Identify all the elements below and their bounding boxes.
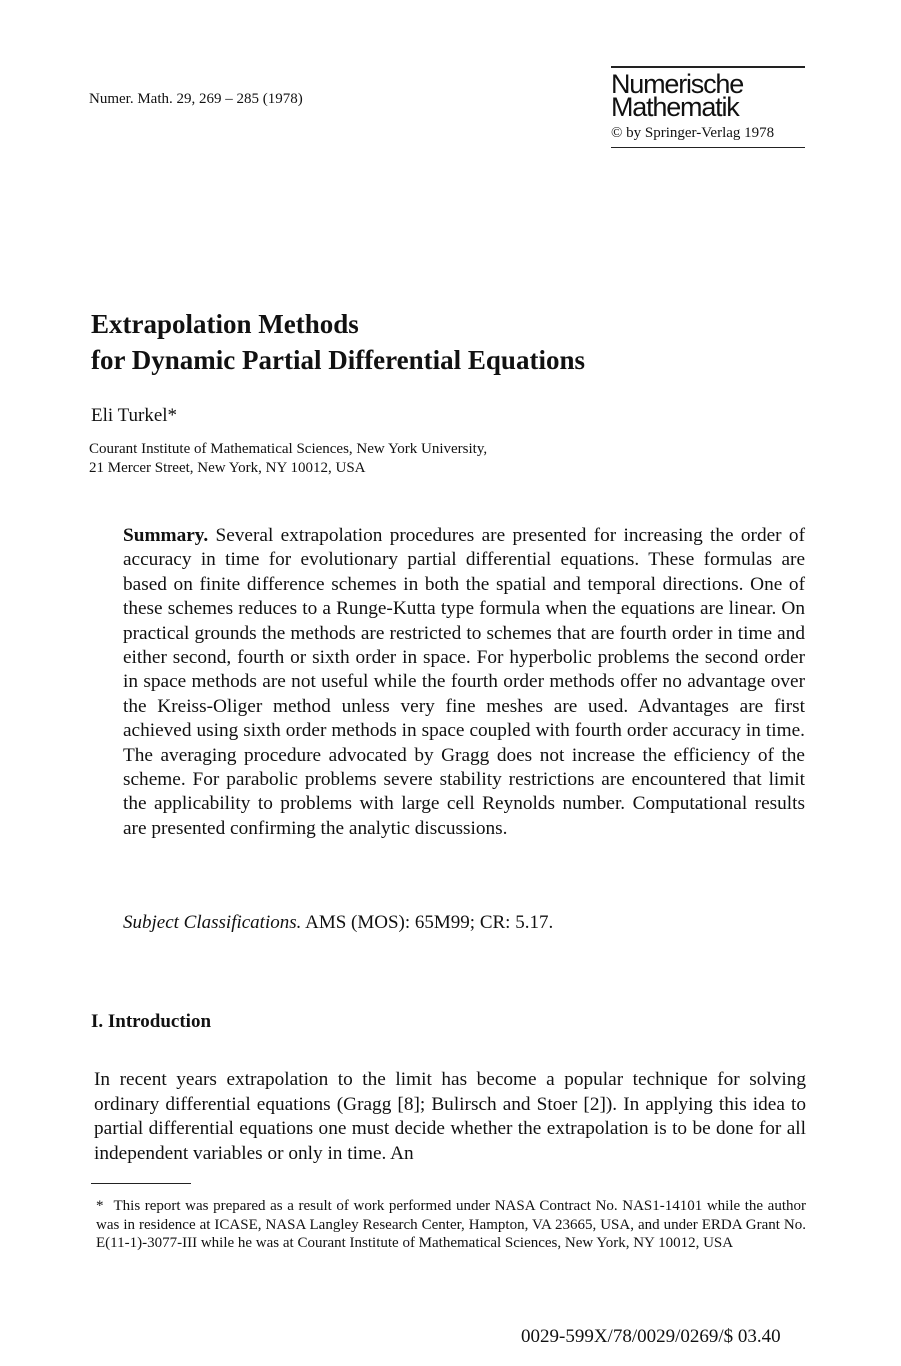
journal-bottom-rule [611,147,805,149]
introduction-paragraph: In recent years extrapolation to the limit has become a popular technique for solving ordinary differential equations (Gragg [8]; Bulirsch and Stoer [2]). In applying this idea to partial differential equations one must decide whether the extrapolation is to be done for all independent variables or only in time. An [94,1069,806,1164]
section-heading-introduction: I. Introduction [91,1011,212,1032]
title-line2: for Dynamic Partial Differential Equations [91,345,585,375]
subject-classifications [123,912,553,934]
subject-classifications-label: Subject Classifications. [123,912,302,933]
subject-classifications-text: AMS (MOS): 65M99; CR: 5.17. [305,912,554,933]
affiliation-line1: Courant Institute of Mathematical Sciences, New York University, [89,441,488,457]
footnote-text: This report was prepared as a result of work performed under NASA Contract No. NAS1-14101 while the author was in residence at ICASE, NASA Langley Research Center, Hampton, VA 23665, USA, and under ERDA Grant No. E(11-1)-3077-III while he was at Courant Institute of Mathematical Sciences, New York, NY 10012, USA [96,1198,806,1252]
copyright-notice: © by Springer-Verlag 1978 [611,124,775,141]
affiliation-line2: 21 Mercer Street, New York, NY 10012, USA [89,460,366,476]
summary-text: Several extrapolation procedures are presented for increasing the order of accuracy in time for evolutionary partial differential equations. These formulas are based on finite difference schemes in both the spatial and temporal directions. One of these schemes reduces to a Runge-Kutta type formula when the equations are linear. On practical grounds the methods are restricted to schemes that are fourth order in time and either second, fourth or sixth order in space. For hyperbolic problems the second order in space methods are not useful while the fourth order methods offer no advantage over the Kreiss-Oliger method unless very fine meshes are used. Advantages are first achieved using sixth order methods in space coupled with fourth order accuracy in time. The averaging procedure advocated by Gragg does not increase the efficiency of the scheme. For parabolic problems severe stability restrictions are encountered that limit the applicability to problems with large cell Reynolds number. Computational results are presented confirming the analytic discussions. [123,525,805,839]
journal-name-line1: Numerische [611,68,744,99]
journal-name [611,68,805,122]
journal-top-rule [611,66,805,68]
author-name: Eli Turkel* [91,405,178,426]
price-code: 0029-599X/78/0029/0269/$ 03.40 [521,1326,781,1347]
journal-logo-block [611,66,805,148]
title-line1: Extrapolation Methods [91,309,359,339]
summary-paragraph [123,524,805,841]
journal-citation: Numer. Math. 29, 269 – 285 (1978) [89,91,303,107]
footnote [96,1197,806,1253]
journal-name-line2: Mathematik [611,91,739,122]
author-affiliation [89,440,487,478]
article-title [91,306,585,378]
footnote-mark: * [96,1198,104,1214]
summary-label: Summary. [123,525,209,546]
footnote-rule [91,1183,191,1184]
